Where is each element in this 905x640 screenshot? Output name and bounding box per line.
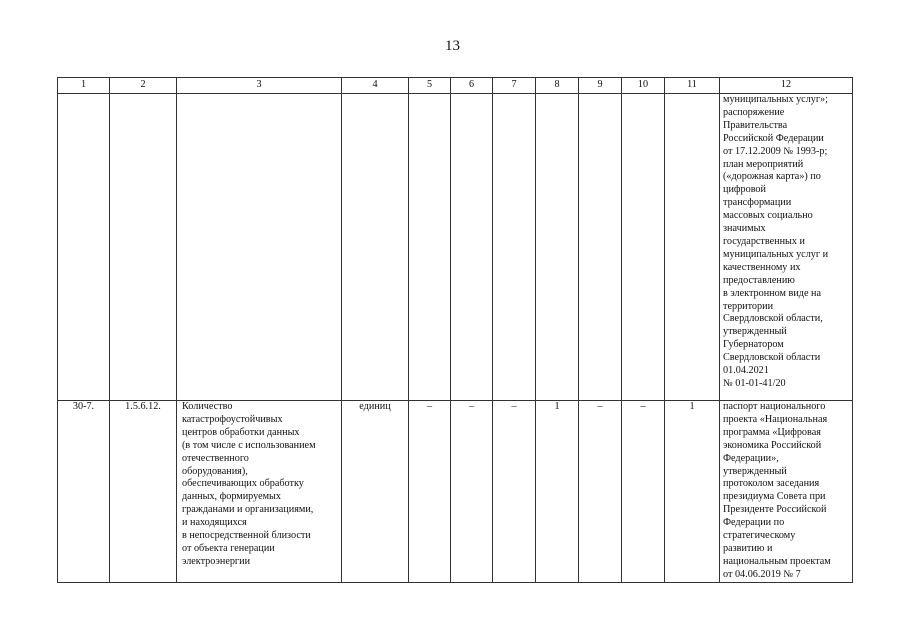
cell-empty [409, 94, 451, 401]
value-cell-9: – [579, 401, 622, 583]
cell-empty [342, 94, 409, 401]
col-header-6: 6 [451, 78, 493, 94]
cell-empty [493, 94, 536, 401]
program-table [57, 77, 853, 583]
value-cell-10: – [622, 401, 665, 583]
cell-empty [110, 94, 177, 401]
col-header-12: 12 [720, 78, 853, 94]
value-cell-11: 1 [665, 401, 720, 583]
cell-empty [451, 94, 493, 401]
cell-empty [536, 94, 579, 401]
col-header-9: 9 [579, 78, 622, 94]
cell-empty [579, 94, 622, 401]
unit-cell: единиц [342, 401, 409, 583]
col-header-5: 5 [409, 78, 451, 94]
table-row [58, 94, 853, 401]
cell-empty [58, 94, 110, 401]
col-header-3: 3 [177, 78, 342, 94]
col-header-4: 4 [342, 78, 409, 94]
col-header-10: 10 [622, 78, 665, 94]
cell-empty [177, 94, 342, 401]
col-header-1: 1 [58, 78, 110, 94]
col-header-7: 7 [493, 78, 536, 94]
header-row [58, 78, 853, 94]
value-cell-6: – [451, 401, 493, 583]
col-header-8: 8 [536, 78, 579, 94]
legal-basis-cell: паспорт национального проекта «Национальная программа «Цифровая экономика Российской Федерации», утвержденный протоколом заседания президиума Совета при Президенте Российской Федерации по стратегическому развитию и национальным проектам от 04.06.2019 № 7 [720, 401, 853, 583]
cell-empty [665, 94, 720, 401]
row-number: 30-7. [58, 401, 110, 583]
legal-basis-cell: муниципальных услуг»; распоряжение Правительства Российской Федерации от 17.12.2009 № 1993-р; план мероприятий («дорожная карта») по цифровой трансформации массовых социально значимых государственных и муниципальных услуг и качественному их предоставлению в электронном виде на территории Свердловской области, утвержденный Губернатором Свердловской области 01.04.2021 № 01-01-41/20 [720, 94, 853, 401]
table-row [58, 401, 853, 583]
cell-empty [622, 94, 665, 401]
value-cell-5: – [409, 401, 451, 583]
value-cell-7: – [493, 401, 536, 583]
indicator-description: Количество катастрофоустойчивых центров обработки данных (в том числе с использованием отечественного оборудования), обеспечивающих обработку данных, формируемых гражданами и организациями, и находящихся в непосредственной близости от объекта генерации электроэнергии [177, 401, 342, 583]
value-cell-8: 1 [536, 401, 579, 583]
col-header-2: 2 [110, 78, 177, 94]
col-header-11: 11 [665, 78, 720, 94]
page-number: 13 [445, 38, 460, 54]
indicator-code: 1.5.6.12. [110, 401, 177, 583]
